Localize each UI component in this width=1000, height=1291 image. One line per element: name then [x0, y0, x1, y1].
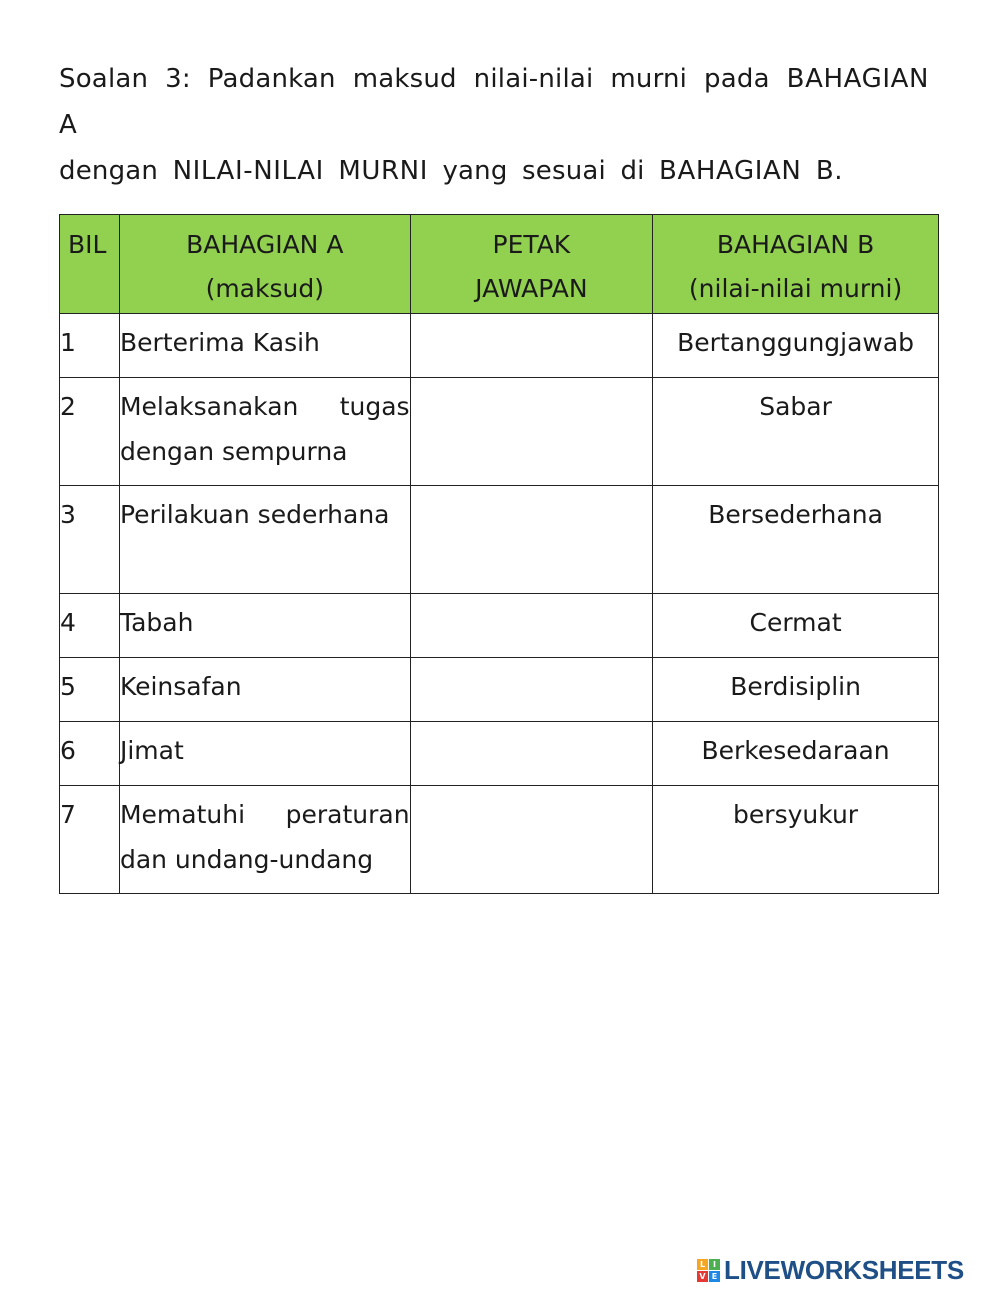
row-number: 5 [60, 658, 120, 722]
logo-text: LIVEWORKSHEETS [724, 1254, 964, 1285]
row-number: 3 [60, 486, 120, 594]
header-part-a-title: BAHAGIAN A [186, 230, 344, 259]
answer-box-5[interactable] [410, 658, 653, 722]
row-number: 6 [60, 722, 120, 786]
question-word: 3: [165, 64, 191, 94]
question-word: yang [442, 156, 508, 186]
question-word: Soalan [59, 64, 149, 94]
logo-mark-letter: I [709, 1259, 720, 1270]
answer-box-2[interactable] [410, 378, 653, 486]
question-word: nilai-nilai [473, 64, 594, 94]
question-text [59, 56, 929, 194]
row-number: 2 [60, 378, 120, 486]
row-meaning: Berterima Kasih [119, 314, 410, 378]
row-number: 4 [60, 594, 120, 658]
question-word-emphasis: BAHAGIAN [659, 156, 802, 186]
question-word-emphasis: MURNI [338, 156, 428, 186]
liveworksheets-logo[interactable] [697, 1256, 964, 1284]
header-bil: BIL [60, 215, 120, 314]
question-word-emphasis: A [59, 110, 78, 140]
table-row [60, 658, 939, 722]
answer-box-7[interactable] [410, 786, 653, 894]
logo-mark-letter: E [709, 1271, 720, 1282]
table-header-row [60, 215, 939, 314]
table-row [60, 314, 939, 378]
header-part-a [119, 215, 410, 314]
table-row [60, 378, 939, 486]
row-meaning: Keinsafan [119, 658, 410, 722]
header-part-a-sub: (maksud) [205, 274, 324, 303]
question-word: Padankan [207, 64, 336, 94]
header-answer-sub: JAWAPAN [475, 274, 588, 303]
question-word-emphasis: BAHAGIAN [786, 64, 930, 94]
row-value: Cermat [653, 594, 939, 658]
table-row [60, 594, 939, 658]
header-part-b [653, 215, 939, 314]
question-word-emphasis: B. [815, 156, 844, 186]
logo-mark-letter: L [697, 1259, 708, 1270]
answer-box-4[interactable] [410, 594, 653, 658]
row-value: Berdisiplin [653, 658, 939, 722]
row-number: 7 [60, 786, 120, 894]
question-word: pada [704, 64, 770, 94]
question-word: sesuai [522, 156, 606, 186]
question-word-emphasis: NILAI-NILAI [172, 156, 324, 186]
row-value: Sabar [653, 378, 939, 486]
answer-box-3[interactable] [410, 486, 653, 594]
row-value: Bersederhana [653, 486, 939, 594]
row-meaning: Tabah [119, 594, 410, 658]
logo-mark-letter: V [697, 1271, 708, 1282]
header-answer-box [410, 215, 653, 314]
answer-box-1[interactable] [410, 314, 653, 378]
row-value: Berkesedaraan [653, 722, 939, 786]
answer-box-6[interactable] [410, 722, 653, 786]
question-word: murni [610, 64, 688, 94]
header-answer-title: PETAK [492, 230, 571, 259]
table-row [60, 722, 939, 786]
table-row [60, 486, 939, 594]
row-value: bersyukur [653, 786, 939, 894]
row-meaning: Jimat [119, 722, 410, 786]
question-line-2 [59, 148, 929, 194]
header-part-b-sub: (nilai-nilai murni) [688, 274, 903, 303]
logo-mark-icon [697, 1259, 720, 1282]
row-meaning: Melaksanakan tugas dengan sempurna [119, 378, 410, 486]
question-line-1 [59, 56, 929, 148]
row-number: 1 [60, 314, 120, 378]
question-word: dengan [59, 156, 159, 186]
header-part-b-title: BAHAGIAN B [716, 230, 875, 259]
row-meaning: Mematuhi peraturan dan undang-undang [119, 786, 410, 894]
question-word: di [620, 156, 645, 186]
question-word: maksud [352, 64, 457, 94]
table-row [60, 786, 939, 894]
row-meaning: Perilakuan sederhana [119, 486, 410, 594]
matching-table [59, 214, 939, 894]
row-value: Bertanggungjawab [653, 314, 939, 378]
